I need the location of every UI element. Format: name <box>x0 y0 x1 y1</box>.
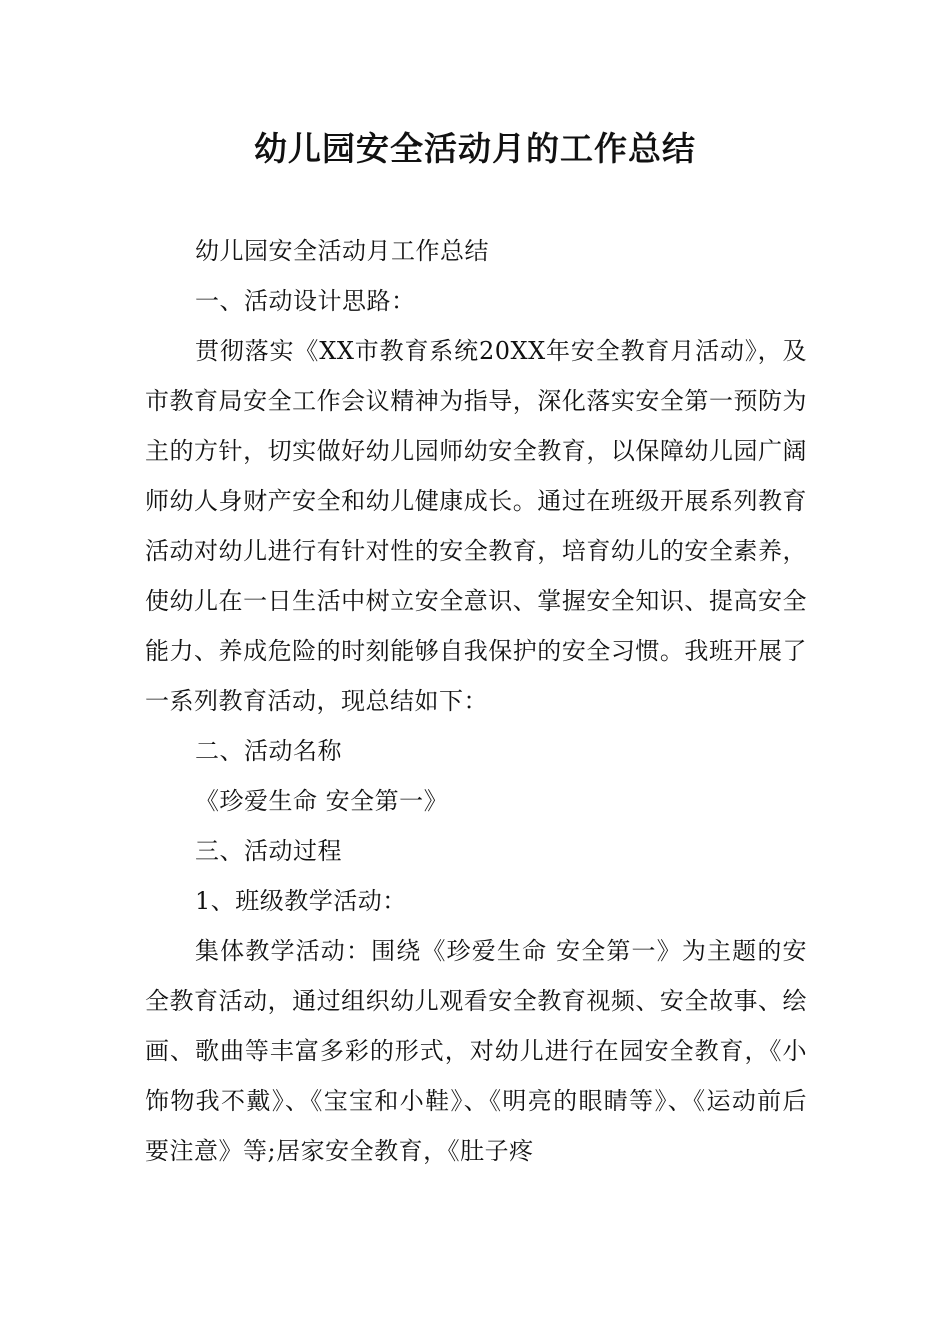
paragraph-subheading-class: 1、班级教学活动： <box>195 887 407 915</box>
paragraph-subtitle: 幼儿园安全活动月工作总结 <box>195 237 489 265</box>
paragraph-activity-name: 《珍爱生命 安全第一》 <box>195 787 449 815</box>
paragraph-heading-name: 二、活动名称 <box>195 737 342 765</box>
paragraph-heading-design: 一、活动设计思路： <box>195 287 416 315</box>
paragraph-design-text: 贯彻落实《XX市教育系统20XX年安全教育月活动》，及市教育局安全工作会议精神为指导，深化落实安全第一预防为主的方针，切实做好幼儿园师幼安全教育，以保障幼儿园广阔师幼人身财产安全和幼儿健康成长。通过在班级开展系列教育活动对幼儿进行有针对性的安全教育，培育幼儿的安全素养，使幼儿在一日生活中树立安全意识、掌握安全知识、提高安全能力、养成危险的时刻能够自我保护的安全习惯。我班开展了一系列教育活动，现总结如下： <box>145 337 807 715</box>
paragraph-class-text: 集体教学活动：围绕《珍爱生命 安全第一》为主题的安全教育活动，通过组织幼儿观看安全教育视频、安全故事、绘画、歌曲等丰富多彩的形式，对幼儿进行在园安全教育，《小饰物我不戴》、《宝宝和小鞋》、《明亮的眼睛等》、《运动前后要注意》等;居家安全教育，《肚子疼 <box>145 937 807 1165</box>
paragraph-heading-process: 三、活动过程 <box>195 837 342 865</box>
document-body <box>145 226 807 1176</box>
document-title: 幼儿园安全活动月的工作总结 <box>254 129 696 168</box>
